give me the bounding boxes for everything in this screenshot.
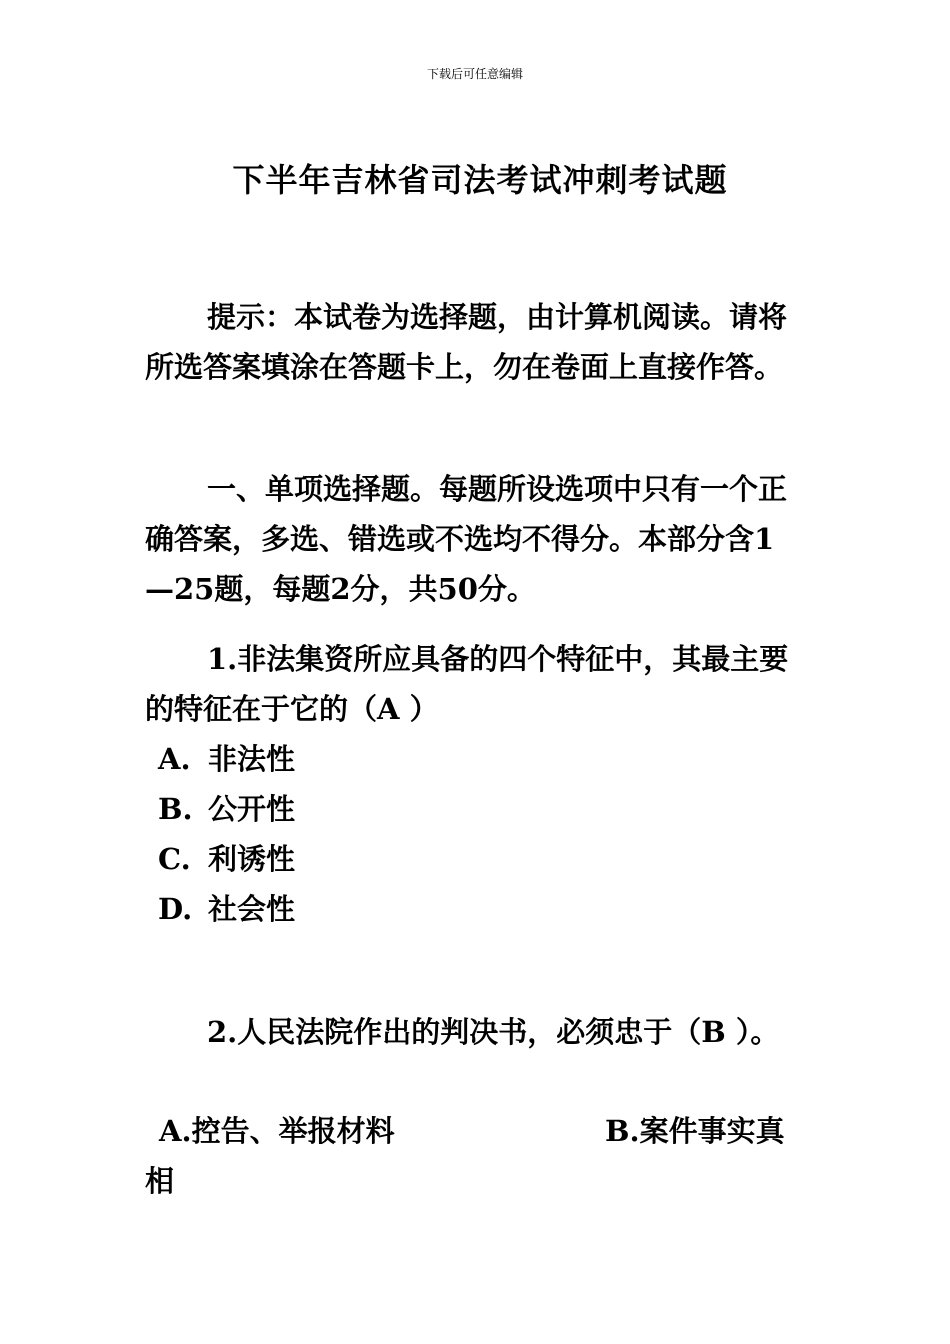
option-b: [158, 784, 295, 834]
page-title: 下半年吉林省司法考试冲刺考试题: [232, 161, 728, 199]
option-letter: C.: [158, 842, 191, 876]
option-letter: A.: [158, 742, 191, 776]
option-a: A.控告、举报材料: [159, 1114, 395, 1148]
option-text: 非法性: [208, 742, 296, 776]
hint-paragraph: 提示：本试卷为选择题，由计算机阅读。请将所选答案填涂在答题卡上，勿在卷面上直接作答。: [145, 300, 788, 384]
option-text: 社会性: [208, 892, 296, 926]
question-1-stem: 1.非法集资所应具备的四个特征中，其最主要的特征在于它的（A ）: [145, 642, 789, 726]
question-2-option-row: [145, 1106, 805, 1156]
option-letter: D.: [158, 892, 193, 926]
question-1-options: [158, 734, 295, 934]
section-intro: 一、单项选择题。每题所设选项中只有一个正确答案，多选、错选或不选均不得分。本部分含1—25题，每题2分，共50分。: [145, 472, 788, 606]
option-c: [158, 834, 295, 884]
option-b: B.案件事实真: [605, 1114, 785, 1148]
header-note: 下载后可任意编辑: [426, 67, 523, 81]
option-text: 公开性: [208, 792, 296, 826]
question-2-options: [145, 1106, 805, 1206]
option-b-continuation: 相: [145, 1164, 175, 1198]
option-letter: B.: [158, 792, 193, 826]
option-d: [158, 884, 295, 934]
question-2-stem: 2.人民法院作出的判决书，必须忠于（B ）。: [207, 1015, 780, 1049]
option-a: [158, 734, 295, 784]
option-text: 利诱性: [208, 842, 296, 876]
